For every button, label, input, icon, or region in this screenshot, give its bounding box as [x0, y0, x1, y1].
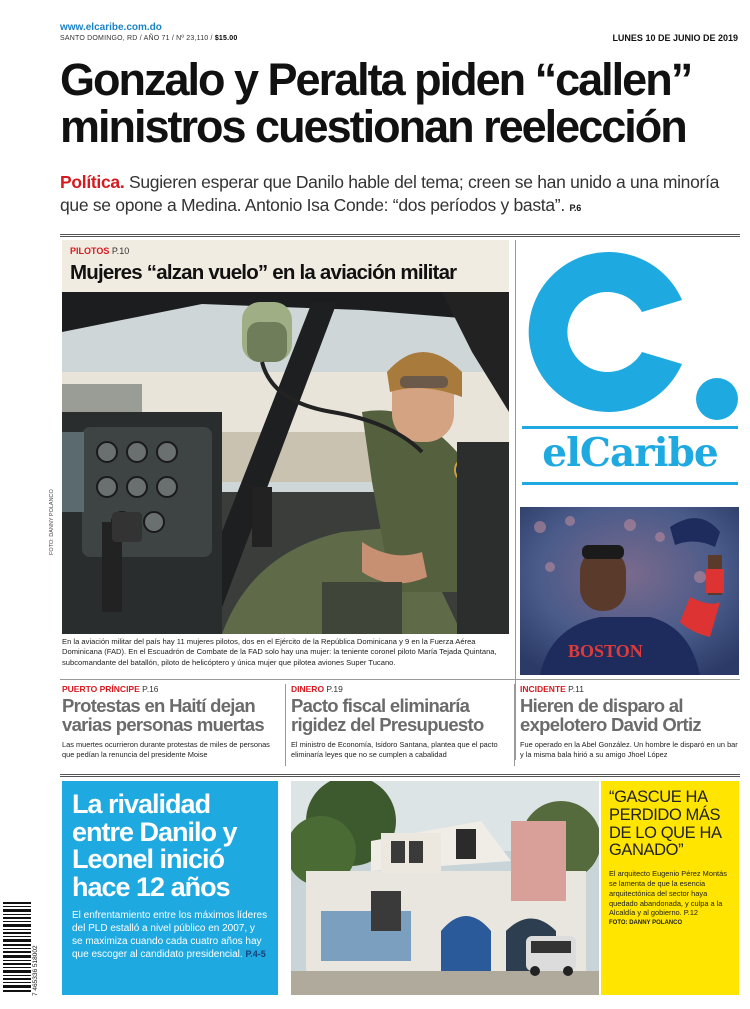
edition-info: SANTO DOMINGO, RD / AÑO 71 / Nº 23,110 /	[60, 35, 215, 42]
pilot-cockpit-illustration	[62, 292, 509, 634]
gascue-house-photo	[291, 781, 599, 995]
gascue-quote: “GASCUE HA PERDIDO MÁS DE LO QUE HA GANADO”	[609, 788, 721, 860]
pilot-photo	[62, 292, 509, 634]
gascue-page-ref: P.12	[683, 908, 699, 918]
story-page-ref: P.19	[324, 684, 343, 694]
rivalry-text: El enfrentamiento entre los máximos líderes del PLD estalló a nivel público en 2007, y se maximiza cuando cada cuatro años hay que escoger al candidato presidencial.	[72, 910, 268, 961]
gascue-text: El arquitecto Eugenio Pérez Montás se lamenta de que la esencia arquitectónica del sector haya quedado abandonada, y culpa a la Alcaldía y al gobierno.	[609, 869, 727, 918]
gascue-quote-box[interactable]	[601, 781, 739, 995]
column-divider	[515, 240, 516, 760]
story-dinero[interactable]	[291, 684, 507, 760]
story-body: Las muertes ocurrieron durante protestas de miles de personas que pedían la renuncia del presidente Moise	[62, 739, 270, 759]
story-kicker-label: DINERO	[291, 684, 325, 694]
feature-kicker-label: PILOTOS	[70, 246, 110, 256]
lead-page-ref: P.6	[569, 202, 581, 213]
jersey-text: BOSTON	[568, 641, 643, 661]
lead-deck-text: Sugieren esperar que Danilo hable del tema; creen se han unido a una minoría que se opone a Medina. Antonio Isa Conde: “dos períodos y basta”.	[60, 172, 720, 215]
barcode-number: 7 465336 518002	[32, 945, 39, 996]
cover-price: $15.00	[214, 35, 238, 42]
rivalry-page-ref: P.4-5	[245, 949, 266, 960]
ortiz-photo	[520, 507, 739, 675]
feature-title[interactable]: Mujeres “alzan vuelo” en la aviación militar	[70, 261, 457, 284]
site-url[interactable]: www.elcaribe.com.do	[60, 22, 162, 33]
masthead	[60, 22, 738, 46]
lead-headline-line2: ministros cuestionan reelección	[60, 101, 686, 153]
column-divider	[514, 684, 515, 766]
lead-kicker: Política.	[60, 172, 125, 192]
feature-page-ref: P.10	[109, 246, 130, 256]
logo-dot-icon	[696, 378, 738, 420]
lead-headline[interactable]	[60, 56, 740, 151]
logo-c-icon	[522, 242, 702, 422]
story-title: Hieren de disparo al expelotero David Ortiz	[520, 695, 701, 736]
lead-deck	[60, 171, 740, 217]
story-title: Pacto fiscal eliminaría rigidez del Presupuesto	[291, 695, 484, 736]
logo-rule-bottom	[522, 482, 738, 485]
story-kicker-label: PUERTO PRÍNCIPE	[62, 684, 140, 694]
story-title: Protestas en Haití dejan varias personas muertas	[62, 695, 264, 736]
mid-divider	[60, 679, 740, 680]
logo-rule-top	[522, 426, 738, 429]
story-page-ref: P.16	[139, 684, 159, 694]
rivalry-box[interactable]	[62, 781, 278, 995]
story-page-ref: P.11	[565, 684, 584, 694]
feature-header	[62, 240, 509, 292]
story-kicker	[291, 684, 507, 694]
lead-headline-line1: Gonzalo y Peralta piden “callen”	[60, 54, 692, 105]
ortiz-illustration	[520, 507, 739, 675]
section-divider	[60, 234, 740, 237]
story-body: El ministro de Economía, Isidoro Santana, plantea que el pacto eliminaría leyes que no se cumplen a cabalidad	[291, 739, 498, 759]
rivalry-body	[72, 909, 268, 961]
story-kicker	[520, 684, 740, 694]
story-kicker	[62, 684, 280, 694]
feature-photo-credit: FOTO: DANNY POLANCO	[49, 489, 55, 555]
column-divider	[285, 684, 286, 766]
issue-date: LUNES 10 DE JUNIO DE 2019	[612, 33, 738, 43]
edition-line	[60, 35, 237, 42]
gascue-photo-credit: FOTO: DANNY POLANCO	[609, 920, 683, 927]
logo-wordmark: elCaribe	[542, 430, 718, 476]
rivalry-title: La rivalidad entre Danilo y Leonel inició hace 12 años	[72, 789, 237, 902]
bottom-divider	[60, 774, 740, 777]
story-body: Fue operado en la Abel González. Un hombre le disparó en un bar y la misma bala hirió a su amigo Jhoel López	[520, 739, 738, 759]
feature-kicker	[70, 246, 129, 256]
el-caribe-logo[interactable]	[518, 240, 740, 500]
feature-caption: En la aviación militar del país hay 11 mujeres pilotos, dos en el Ejército de la República Dominicana y 9 en la Fuerza Aérea Dominicana (FAD). En el Escuadrón de Combate de la FAD solo hay una mujer: la teniente coronel piloto María Tejada Quintana, subcomandante del batallón, piloto de helicóptero y única mujer que pilotea aviones Super Tucano.	[62, 637, 497, 667]
story-ortiz[interactable]	[520, 684, 740, 760]
story-haiti[interactable]	[62, 684, 280, 760]
story-kicker-label: INCIDENTE	[520, 684, 566, 694]
gascue-body	[609, 869, 731, 918]
house-illustration	[291, 781, 599, 995]
